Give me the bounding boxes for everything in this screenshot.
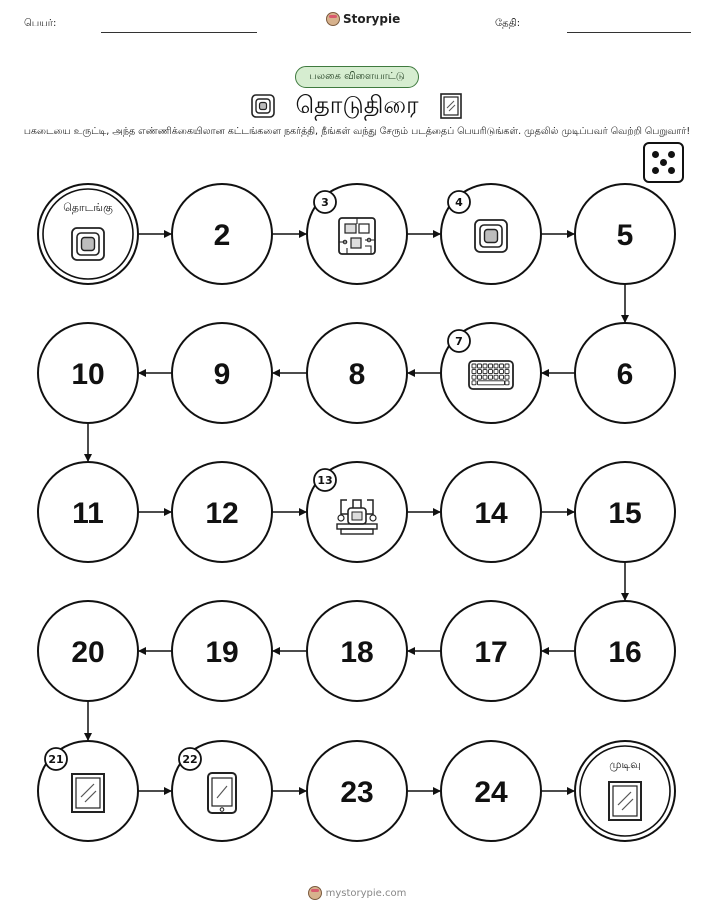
board-cell-12 <box>172 462 272 562</box>
board-cell-6 <box>575 323 675 423</box>
finish-label: முடிவு <box>609 758 641 771</box>
board-cell-7 <box>441 323 541 423</box>
date-line <box>567 32 691 33</box>
board-cell-15 <box>575 462 675 562</box>
board-cell-2 <box>172 184 272 284</box>
cell-number-badge: 13 <box>317 474 333 487</box>
cell-number: 24 <box>474 776 508 809</box>
dice-icon <box>643 142 684 183</box>
board-cell-23 <box>307 741 407 841</box>
board-cell-16 <box>575 601 675 701</box>
board-cell-9 <box>172 323 272 423</box>
page-title: தொடுதிரை <box>295 90 419 119</box>
cell-number: 12 <box>205 497 239 530</box>
cell-number: 17 <box>474 636 508 669</box>
cell-number: 18 <box>340 636 374 669</box>
cell-number: 20 <box>71 636 105 669</box>
brand-logo <box>326 12 400 26</box>
cell-number: 2 <box>213 219 231 252</box>
board-cell-10 <box>38 323 138 423</box>
footer-site: mystorypie.com <box>325 887 407 899</box>
brand-name: Storypie <box>343 12 401 26</box>
cell-number-badge: 21 <box>48 753 64 766</box>
cell-number: 15 <box>608 497 642 530</box>
start-label: தொடங்கு <box>63 201 113 214</box>
board-cell-8 <box>307 323 407 423</box>
cell-number: 11 <box>72 497 104 530</box>
board-cell-21 <box>38 741 138 841</box>
board-cell-14 <box>441 462 541 562</box>
date-label: தேதி: <box>495 18 521 29</box>
cell-number: 16 <box>608 636 642 669</box>
board-cell-17 <box>441 601 541 701</box>
board-cell-22 <box>172 741 272 841</box>
screen-icon <box>437 92 465 120</box>
board-cell-4 <box>441 184 541 284</box>
name-line <box>101 32 257 33</box>
name-label: பெயர்: <box>24 18 57 29</box>
category-pill: பலகை விளையாட்டு <box>295 66 419 88</box>
bear-icon <box>308 886 322 900</box>
cell-number-badge: 3 <box>321 196 329 209</box>
board-cell-18 <box>307 601 407 701</box>
cell-number: 8 <box>348 358 366 391</box>
board-cell-20 <box>38 601 138 701</box>
board-cell-1 <box>38 184 138 284</box>
board-cell-11 <box>38 462 138 562</box>
board-cell-25 <box>575 741 675 841</box>
board-cell-3 <box>307 184 407 284</box>
cell-number: 10 <box>71 358 105 391</box>
title-row <box>0 88 714 124</box>
cell-number: 5 <box>616 219 634 252</box>
cell-number-badge: 22 <box>182 753 198 766</box>
footer <box>0 886 714 900</box>
board-cells <box>38 184 675 841</box>
bear-icon <box>326 12 340 26</box>
instructions-text: பகடையை உருட்டி, அந்த எண்ணிக்கையிலான கட்டங்களை நகர்த்தி, நீங்கள் வந்து சேரும் படத்தைப் பெயரிடுங்கள். முதலில் முடிப்பவர் வெற்றி பெறுவார்! <box>23 126 691 137</box>
cell-number-badge: 7 <box>455 335 463 348</box>
board-cell-5 <box>575 184 675 284</box>
board-cell-13 <box>307 462 407 562</box>
cell-number-badge: 4 <box>455 196 463 209</box>
cell-number: 6 <box>616 358 634 391</box>
game-board <box>0 180 714 870</box>
cell-number: 19 <box>205 636 239 669</box>
board-cell-19 <box>172 601 272 701</box>
cell-number: 9 <box>213 358 231 391</box>
touch-panel-icon <box>249 92 277 120</box>
cell-number: 14 <box>474 497 508 530</box>
cell-number: 23 <box>340 776 374 809</box>
board-cell-24 <box>441 741 541 841</box>
